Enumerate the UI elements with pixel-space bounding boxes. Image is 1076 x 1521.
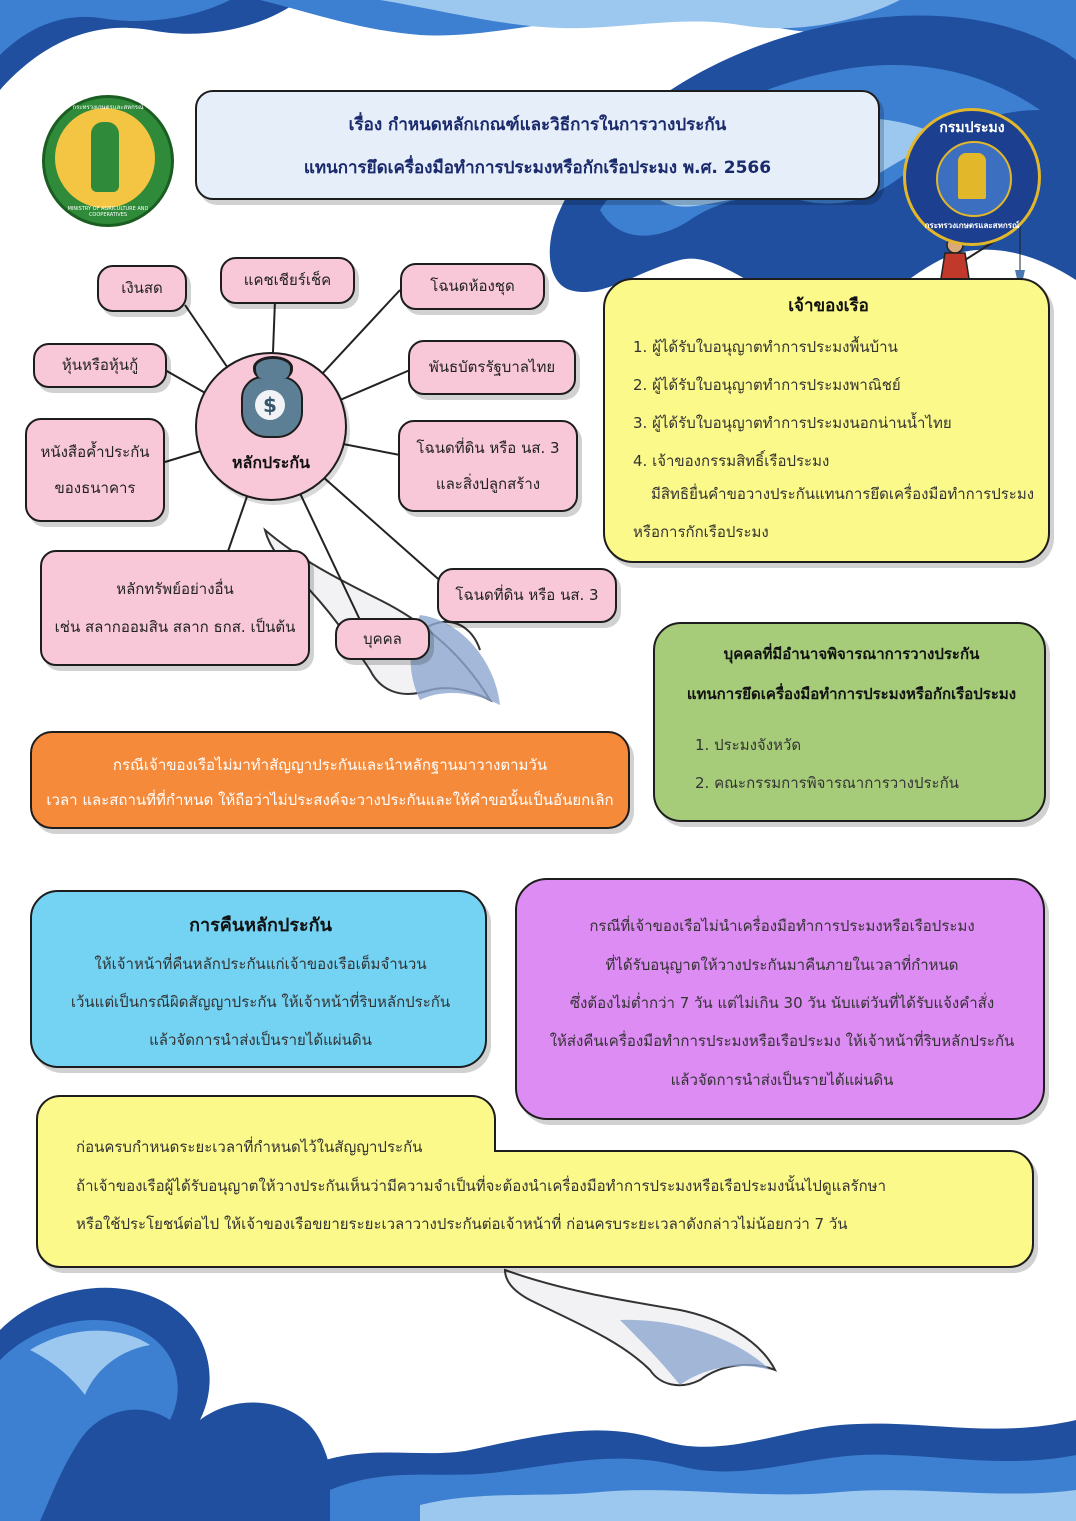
node-land-building: โฉนดที่ดิน หรือ นส. 3 และสิ่งปลูกสร้าง: [398, 420, 578, 512]
owner-item: 4. เจ้าของกรรมสิทธิ์เรือประมง: [633, 452, 830, 470]
node-bank-guarantee: หนังสือค้ำประกัน ของธนาคาร: [25, 418, 165, 522]
extension-line-3: หรือใช้ประโยชน์ต่อไป ให้เจ้าของเรือขยายระยะเวลาวางประกันต่อเจ้าหน้าที่ ก่อนครบระยะเวลาดังกล่าวไม่น้อยกว่า 7 วัน: [76, 1215, 848, 1233]
return-title: การคืนหลักประกัน: [189, 915, 332, 936]
return-line-3: แล้วจัดการนำส่งเป็นรายได้แผ่นดิน: [149, 1031, 372, 1049]
dollar-sign: $: [255, 390, 285, 420]
forfeit-line-1: กรณีที่เจ้าของเรือไม่นำเครื่องมือทำการประมงหรือเรือประมง: [589, 917, 975, 935]
node-land: โฉนดที่ดิน หรือ นส. 3: [437, 568, 617, 623]
return-line-2: เว้นแต่เป็นกรณีผิดสัญญาประกัน ให้เจ้าหน้าที่ริบหลักประกัน: [70, 993, 451, 1011]
authority-list: [695, 726, 959, 802]
authority-box: [653, 622, 1046, 822]
title-line-1: เรื่อง กำหนดหลักเกณฑ์และวิธีการในการวางประกัน: [348, 115, 727, 135]
forfeit-box: [515, 878, 1045, 1120]
collateral-center: [195, 352, 347, 501]
title-line-2: แทนการยึดเครื่องมือทำการประมงหรือกักเรือประมง พ.ศ. 2566: [303, 158, 772, 178]
node-condo: โฉนดห้องชุด: [400, 263, 545, 310]
owner-item: 3. ผู้ได้รับใบอนุญาตทำการประมงนอกน่านน้ำไทย: [633, 414, 952, 432]
cancel-notice-line-1: กรณีเจ้าของเรือไม่มาทำสัญญาประกันและนำหลักฐานมาวางตามวัน: [112, 756, 548, 774]
return-line-1: ให้เจ้าหน้าที่คืนหลักประกันแก่เจ้าของเรือเต็มจำนวน: [94, 955, 427, 973]
money-bag-icon: [233, 358, 307, 438]
owner-box: [603, 278, 1050, 563]
owner-list: [633, 328, 952, 480]
ministry-logo-thai: กระทรวงเกษตรและสหกรณ์: [72, 104, 144, 111]
ministry-logo-english: MINISTRY OF AGRICULTURE AND COOPERATIVES: [67, 206, 149, 218]
owner-item: 2. ผู้ได้รับใบอนุญาตทำการประมงพาณิชย์: [633, 376, 901, 394]
owner-title: เจ้าของเรือ: [788, 296, 869, 316]
owner-note-2: หรือการกักเรือประมง: [633, 523, 769, 541]
forfeit-line-3: ซึ่งต้องไม่ต่ำกว่า 7 วัน แต่ไม่เกิน 30 วัน นับแต่วันที่ได้รับแจ้งคำสั่ง: [569, 994, 995, 1012]
return-box: [30, 890, 487, 1068]
extension-line-1: ก่อนครบกำหนดระยะเวลาที่กำหนดไว้ในสัญญาประกัน: [76, 1138, 423, 1156]
node-cash: เงินสด: [97, 265, 187, 312]
extension-box: [36, 1150, 1034, 1268]
forfeit-line-5: แล้วจัดการนำส่งเป็นรายได้แผ่นดิน: [670, 1071, 894, 1089]
authority-title-1: บุคคลที่มีอำนาจพิจารณาการวางประกัน: [723, 645, 980, 663]
node-stocks: หุ้นหรือหุ้นกู้: [33, 343, 167, 388]
node-bonds: พันธบัตรรัฐบาลไทย: [408, 340, 576, 395]
owner-note-1: มีสิทธิยื่นคำขอวางประกันแทนการยึดเครื่องมือทำการประมง: [651, 485, 1035, 503]
authority-item: 2. คณะกรรมการพิจารณาการวางประกัน: [695, 774, 959, 792]
fisheries-logo-bottom: กระทรวงเกษตรและสหกรณ์: [924, 221, 1020, 230]
forfeit-line-4: ให้ส่งคืนเครื่องมือทำการประมงหรือเรือประมง ให้เจ้าหน้าที่ริบหลักประกัน: [549, 1032, 1015, 1050]
cancel-notice-box: [30, 731, 630, 829]
center-label: หลักประกัน: [231, 453, 310, 472]
node-other-assets: หลักทรัพย์อย่างอื่น เช่น สลากออมสิน สลาก ธกส. เป็นต้น: [40, 550, 310, 666]
forfeit-line-2: ที่ได้รับอนุญาตให้วางประกันมาคืนภายในเวลาที่กำหนด: [605, 956, 959, 974]
node-person: บุคคล: [335, 618, 430, 660]
authority-item: 1. ประมงจังหวัด: [695, 736, 802, 754]
node-cheque: แคชเชียร์เช็ค: [220, 257, 355, 304]
cancel-notice-line-2: เวลา และสถานที่ที่กำหนด ให้ถือว่าไม่ประสงค์จะวางประกันและให้คำขอนั้นเป็นอันยกเลิก: [46, 791, 614, 809]
authority-title-2: แทนการยึดเครื่องมือทำการประมงหรือกักเรือประมง: [686, 685, 1017, 703]
fisheries-logo-top: กรมประมง: [939, 120, 1005, 136]
owner-item: 1. ผู้ได้รับใบอนุญาตทำการประมงพื้นบ้าน: [633, 338, 898, 356]
extension-line-2: ถ้าเจ้าของเรือผู้ได้รับอนุญาตให้วางประกันเห็นว่ามีความจำเป็นที่จะต้องนำเครื่องมือทำการประมงหรือเรือประมงนั้นไปดูแลรักษา: [76, 1177, 886, 1195]
